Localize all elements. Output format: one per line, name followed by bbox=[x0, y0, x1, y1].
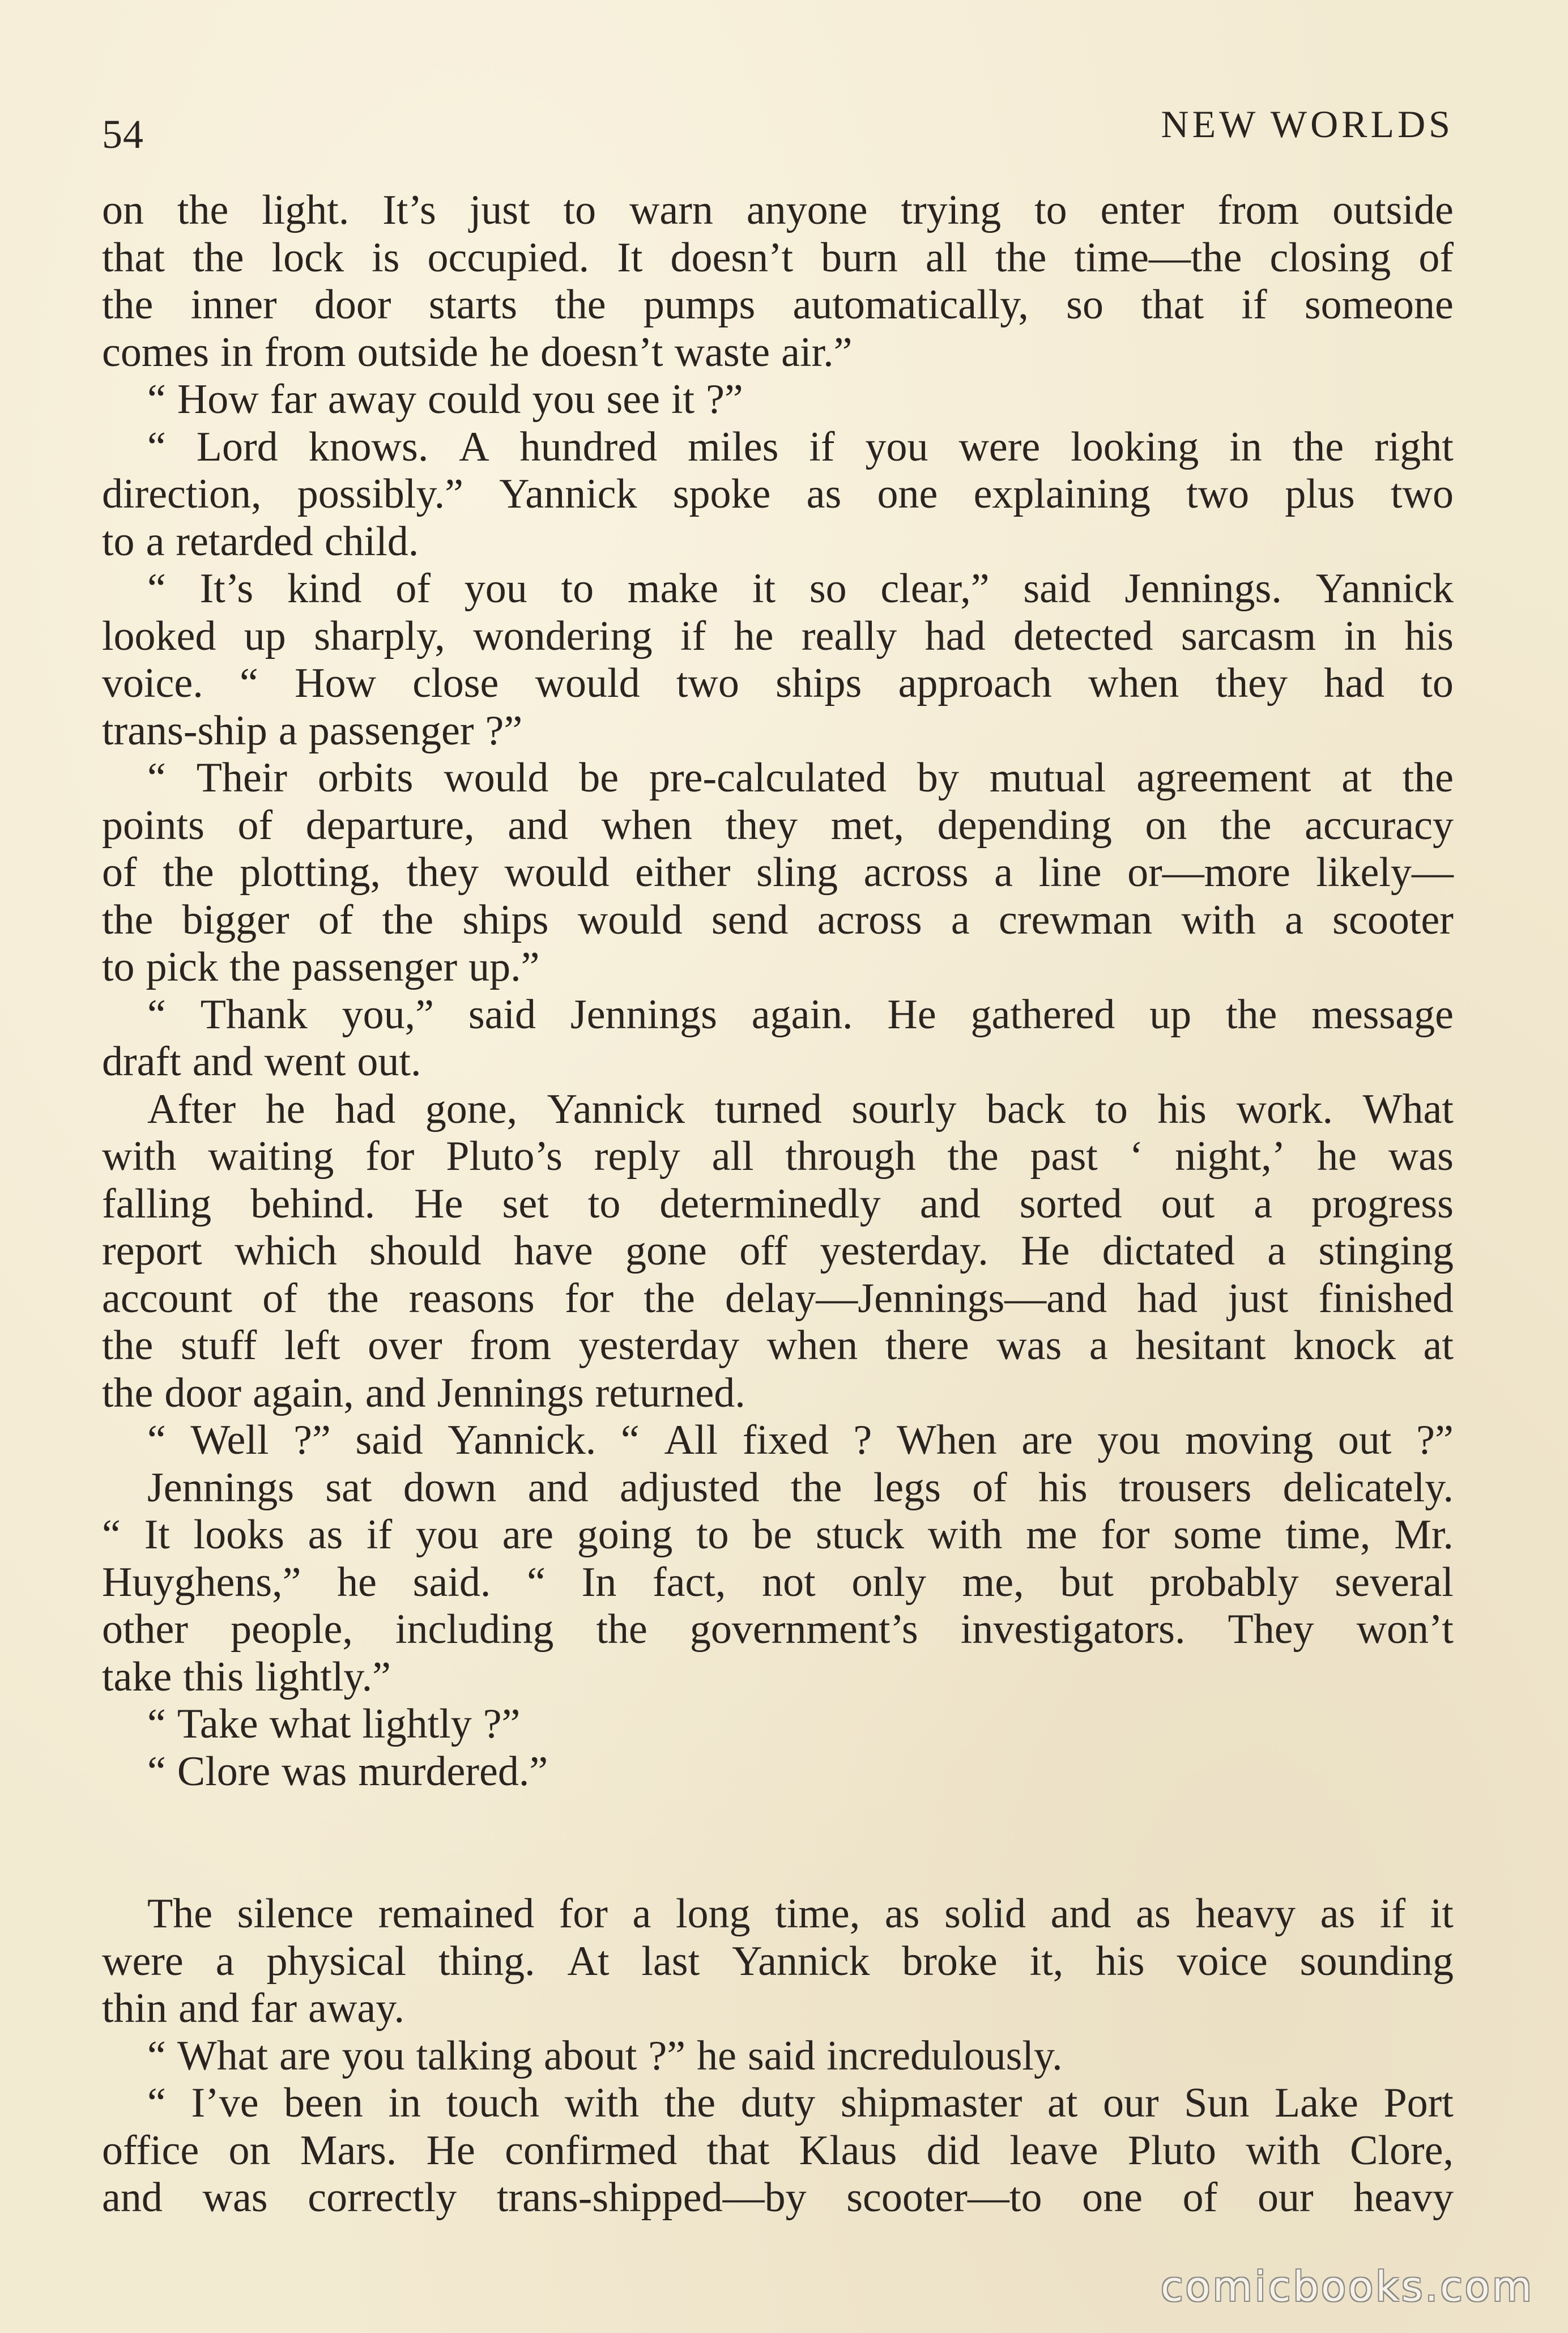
text-line: of the plotting, they would either sling across a line or—more likely— bbox=[102, 849, 1454, 896]
text-line: on the light. It’s just to warn anyone trying to enter from outside bbox=[102, 187, 1454, 233]
text-line: the bigger of the ships would send across a crewman with a scooter bbox=[102, 896, 1454, 943]
page-number: 54 bbox=[102, 112, 144, 157]
text-line: “ Their orbits would be pre-calculated by mutual agreement at the bbox=[147, 755, 1454, 801]
text-line: report which should have gone off yesterday. He dictated a stinging bbox=[102, 1228, 1454, 1274]
text-line: points of departure, and when they met, depending on the accuracy bbox=[102, 802, 1454, 849]
text-line: account of the reasons for the delay—Jennings—and had just finished bbox=[102, 1275, 1454, 1322]
text-line: were a physical thing. At last Yannick broke it, his voice sounding bbox=[102, 1938, 1454, 1985]
text-line: “ What are you talking about ?” he said incredulously. bbox=[147, 2032, 1063, 2079]
text-line: office on Mars. He confirmed that Klaus did leave Pluto with Clore, bbox=[102, 2127, 1454, 2174]
text-line: voice. “ How close would two ships approach when they had to bbox=[102, 660, 1454, 706]
text-line: Jennings sat down and adjusted the legs of his trousers delicately. bbox=[147, 1464, 1454, 1511]
running-title: NEW WORLDS bbox=[1161, 103, 1454, 146]
text-line: take this lightly.” bbox=[102, 1653, 391, 1700]
body-text bbox=[102, 187, 1454, 2222]
text-line: “ Clore was murdered.” bbox=[147, 1748, 548, 1795]
text-line: “ Thank you,” said Jennings again. He gathered up the message bbox=[147, 991, 1454, 1038]
text-line: that the lock is occupied. It doesn’t burn all the time—the closing of bbox=[102, 234, 1454, 281]
text-line: looked up sharply, wondering if he really had detected sarcasm in his bbox=[102, 612, 1454, 659]
text-line: “ It looks as if you are going to be stuck with me for some time, Mr. bbox=[102, 1512, 1454, 1558]
text-line: falling behind. He set to determinedly and sorted out a progress bbox=[102, 1180, 1454, 1227]
text-line: draft and went out. bbox=[102, 1038, 421, 1085]
text-line: comes in from outside he doesn’t waste air.” bbox=[102, 329, 853, 376]
text-line: Huyghens,” he said. “ In fact, not only me, but probably several bbox=[102, 1559, 1454, 1606]
watermark: comicbooks.com bbox=[1160, 2263, 1534, 2310]
text-line: “ Take what lightly ?” bbox=[147, 1701, 521, 1747]
text-line: the door again, and Jennings returned. bbox=[102, 1369, 745, 1416]
running-head bbox=[102, 102, 1454, 164]
text-line: the inner door starts the pumps automatically, so that if someone bbox=[102, 282, 1454, 328]
text-line: “ It’s kind of you to make it so clear,” said Jennings. Yannick bbox=[147, 565, 1454, 612]
text-line: and was correctly trans-shipped—by scooter—to one of our heavy bbox=[102, 2174, 1454, 2221]
text-line: to a retarded child. bbox=[102, 518, 419, 565]
section-break bbox=[102, 1795, 1454, 1891]
text-line: The silence remained for a long time, as solid and as heavy as if it bbox=[147, 1891, 1454, 1937]
text-line: “ I’ve been in touch with the duty shipmaster at our Sun Lake Port bbox=[147, 2080, 1454, 2126]
text-line: After he had gone, Yannick turned sourly back to his work. What bbox=[147, 1085, 1454, 1133]
text-line: other people, including the government’s investigators. They won’t bbox=[102, 1606, 1454, 1653]
text-line: to pick the passenger up.” bbox=[102, 944, 540, 990]
text-line: “ Lord knows. A hundred miles if you were looking in the right bbox=[147, 423, 1454, 470]
text-line: “ How far away could you see it ?” bbox=[147, 376, 743, 423]
text-line: thin and far away. bbox=[102, 1985, 404, 2032]
text-line: direction, possibly.” Yannick spoke as one explaining two plus two bbox=[102, 471, 1454, 517]
text-line: the stuff left over from yesterday when there was a hesitant knock at bbox=[102, 1322, 1454, 1369]
text-line: with waiting for Pluto’s reply all through the past ‘ night,’ he was bbox=[102, 1133, 1454, 1180]
text-line: “ Well ?” said Yannick. “ All fixed ? When are you moving out ?” bbox=[147, 1417, 1454, 1463]
text-line: trans-ship a passenger ?” bbox=[102, 707, 523, 754]
